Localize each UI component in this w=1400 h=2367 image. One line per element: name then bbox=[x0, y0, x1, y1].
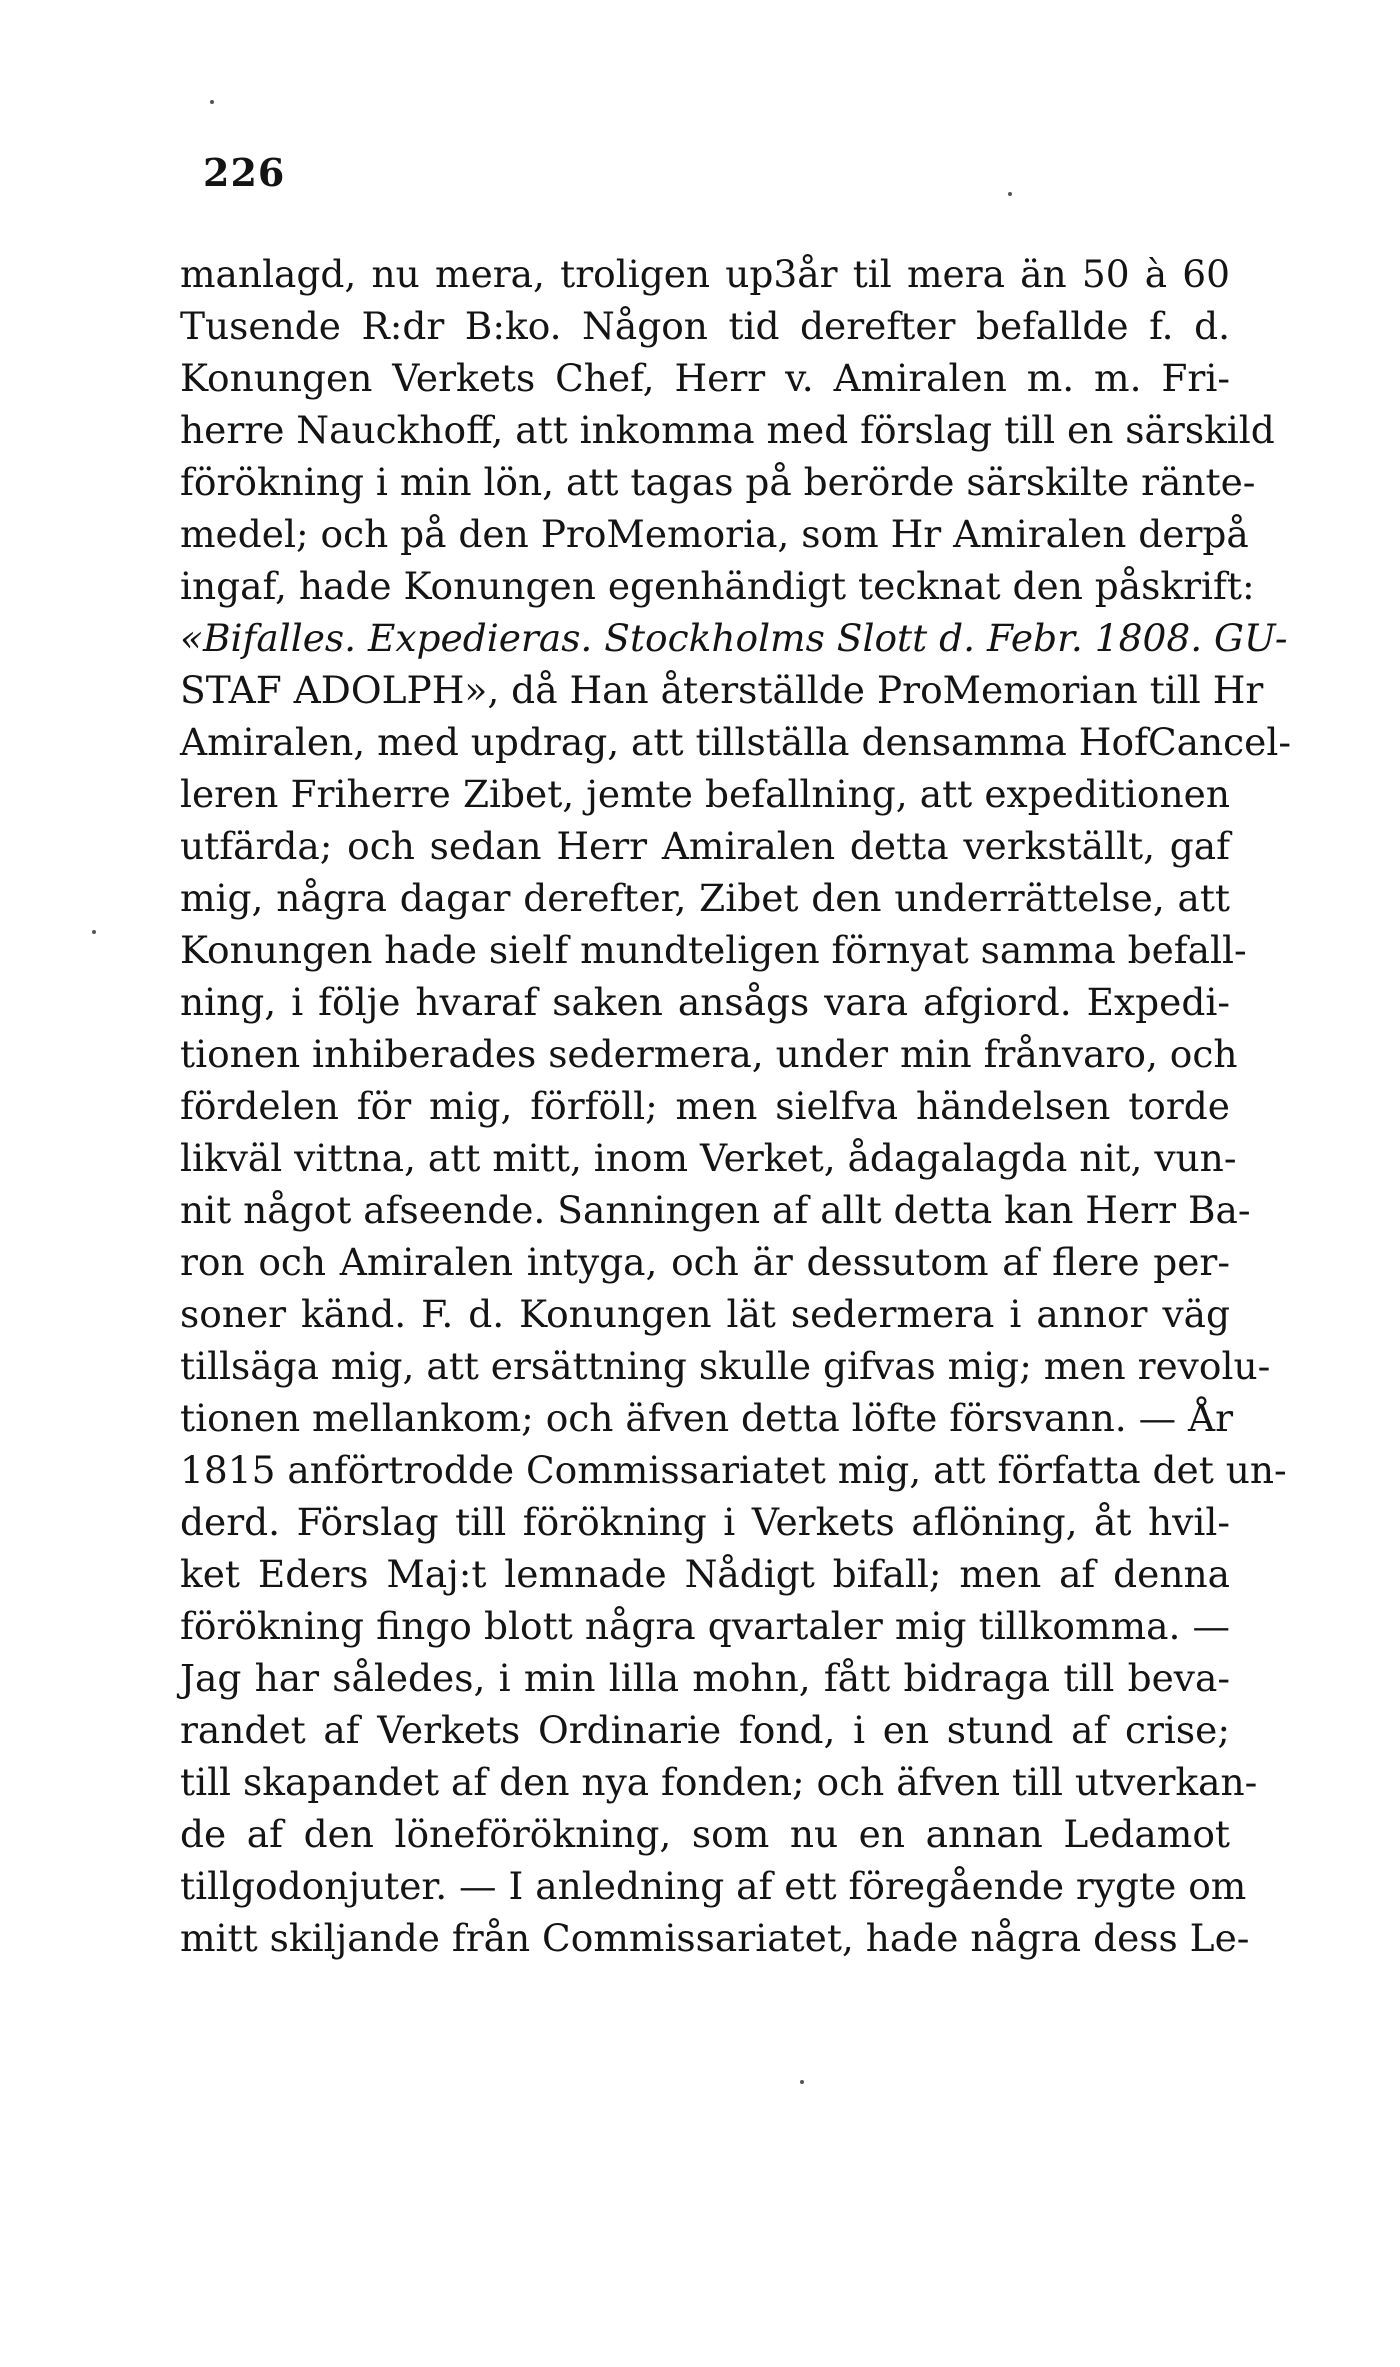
text-line: ron och Amiralen intyga, och är dessutom af flere per- bbox=[180, 1240, 1230, 1284]
text-line: ket Eders Maj:t lemnade Nådigt bifall; men af denna bbox=[180, 1552, 1230, 1596]
text-line: ning, i följe hvaraf saken ansågs vara afgiord. Expedi- bbox=[180, 980, 1230, 1024]
text-line: manlagd, nu mera, troligen up3år til mera än 50 à 60 bbox=[180, 252, 1230, 296]
print-speck bbox=[800, 2080, 804, 2084]
text-line: randet af Verkets Ordinarie fond, i en stund af crise; bbox=[180, 1708, 1230, 1752]
text-line: soner känd. F. d. Konungen lät sedermera i annor väg bbox=[180, 1292, 1230, 1336]
text-line: mitt skiljande från Commissariatet, hade några dess Le- bbox=[180, 1916, 1250, 1960]
text-line: utfärda; och sedan Herr Amiralen detta verkställt, gaf bbox=[180, 824, 1230, 868]
print-speck bbox=[210, 100, 214, 104]
text-line: de af den löneförökning, som nu en annan Ledamot bbox=[180, 1812, 1230, 1856]
text-line: 1815 anförtrodde Commissariatet mig, att författa det un- bbox=[180, 1448, 1287, 1492]
text-line: förökning fingo blott några qvartaler mig tillkomma. — bbox=[180, 1604, 1230, 1648]
text-line: till skapandet af den nya fonden; och äfven till utverkan- bbox=[180, 1760, 1258, 1804]
text-line: derd. Förslag till förökning i Verkets aflöning, åt hvil- bbox=[180, 1500, 1230, 1544]
text-line: Konungen hade sielf mundteligen förnyat samma befall- bbox=[180, 928, 1247, 972]
text-line: fördelen för mig, förföll; men sielfva händelsen torde bbox=[180, 1084, 1230, 1128]
text-line: tillsäga mig, att ersättning skulle gifvas mig; men revolu- bbox=[180, 1344, 1271, 1388]
text-line: tillgodonjuter. — I anledning af ett föregående rygte om bbox=[180, 1864, 1247, 1908]
text-line: Tusende R:dr B:ko. Någon tid derefter befallde f. d. bbox=[180, 304, 1230, 348]
text-line: ingaf, hade Konungen egenhändigt tecknat den påskrift: bbox=[180, 564, 1255, 608]
text-line: medel; och på den ProMemoria, som Hr Amiralen derpå bbox=[180, 512, 1249, 556]
text-line: mig, några dagar derefter, Zibet den underrättelse, att bbox=[180, 876, 1230, 920]
body-text bbox=[180, 248, 1292, 1964]
text-line: likväl vittna, att mitt, inom Verket, ådagalagda nit, vun- bbox=[180, 1136, 1237, 1180]
text-line: Amiralen, med updrag, att tillställa densamma HofCancel- bbox=[180, 720, 1292, 764]
text-line: tionen inhiberades sedermera, under min frånvaro, och bbox=[180, 1032, 1238, 1076]
text-line: Jag har således, i min lilla mohn, fått bidraga till beva- bbox=[180, 1656, 1230, 1700]
text-line: leren Friherre Zibet, jemte befallning, att expeditionen bbox=[180, 772, 1230, 816]
print-speck bbox=[1008, 192, 1012, 196]
print-speck bbox=[92, 930, 96, 934]
text-line: nit något afseende. Sanningen af allt detta kan Herr Ba- bbox=[180, 1188, 1251, 1232]
text-line: förökning i min lön, att tagas på berörde särskilte ränte- bbox=[180, 460, 1256, 504]
text-line: Konungen Verkets Chef, Herr v. Amiralen m. m. Fri- bbox=[180, 356, 1230, 400]
page-number: 226 bbox=[203, 150, 286, 195]
text-line: tionen mellankom; och äfven detta löfte försvann. — År bbox=[180, 1396, 1234, 1440]
text-line-italic: «Bifalles. Expedieras. Stockholms Slott d. Febr. 1808. GU- bbox=[180, 616, 1288, 660]
text-line: herre Nauckhoff, att inkomma med förslag till en särskild bbox=[180, 408, 1275, 452]
text-line: STAF ADOLPH», då Han återställde ProMemorian till Hr bbox=[180, 668, 1264, 712]
